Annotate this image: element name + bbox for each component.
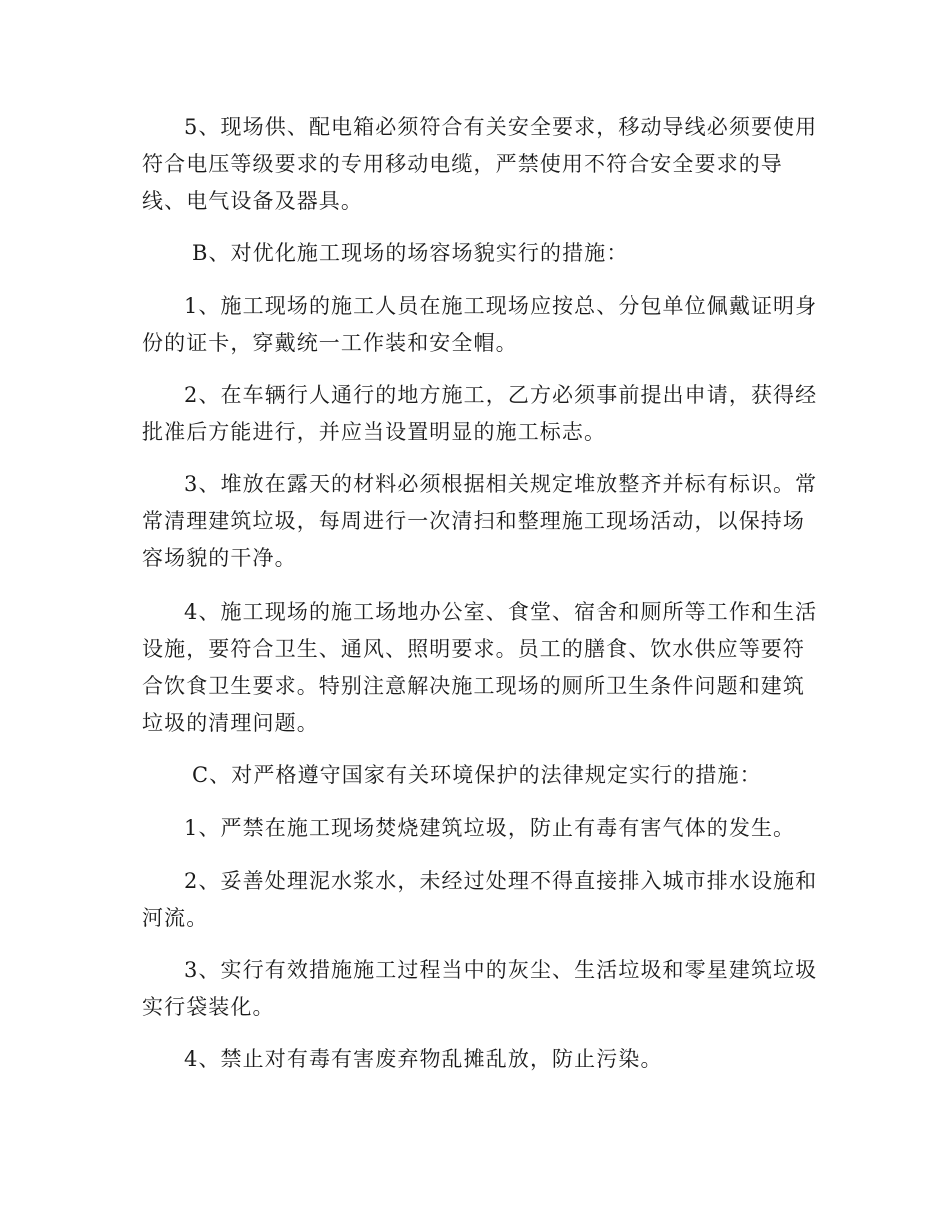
text-line: 实行袋装化。: [142, 995, 275, 1019]
text-line: 2、在车辆行人通行的地方施工，乙方必须事前提出申请，获得经: [184, 383, 818, 407]
text-line: 5、现场供、配电箱必须符合有关安全要求，移动导线必须要使用: [184, 115, 818, 139]
text-line: 4、禁止对有毒有害废弃物乱摊乱放，防止污染。: [184, 1047, 663, 1071]
paragraph-5-power-supply: [142, 109, 818, 220]
paragraph-b2-traffic: [142, 377, 818, 451]
text-line: 2、妥善处理泥水浆水，未经过处理不得直接排入城市排水设施和: [184, 869, 818, 893]
text-line: 1、施工现场的施工人员在施工现场应按总、分包单位佩戴证明身: [184, 294, 818, 318]
text-line: 3、实行有效措施施工过程当中的灰尘、生活垃圾和零星建筑垃圾: [184, 958, 818, 982]
text-line: 设施，要符合卫生、通风、照明要求。员工的膳食、饮水供应等要符: [142, 637, 805, 661]
text-line: 垃圾的清理问题。: [142, 711, 319, 735]
text-line: 4、施工现场的施工场地办公室、食堂、宿舍和厕所等工作和生活: [184, 600, 818, 624]
paragraph-b3-materials: [142, 466, 818, 577]
text-line: 3、堆放在露天的材料必须根据相关规定堆放整齐并标有标识。常: [184, 472, 818, 496]
text-line: 份的证卡，穿戴统一工作装和安全帽。: [142, 331, 518, 355]
text-line: 1、严禁在施工现场焚烧建筑垃圾，防止有毒有害气体的发生。: [184, 816, 796, 840]
section-heading-c: [142, 757, 810, 794]
paragraph-c1-burning: [142, 810, 810, 847]
text-line: 常清理建筑垃圾，每周进行一次清扫和整理施工现场活动，以保持场: [142, 509, 805, 533]
text-line: 容场貌的干净。: [142, 546, 297, 570]
text-line: B、对优化施工现场的场容场貌实行的措施：: [192, 241, 629, 265]
text-line: 合饮食卫生要求。特别注意解决施工现场的厕所卫生条件问题和建筑: [142, 674, 805, 698]
text-line: 批准后方能进行，并应当设置明显的施工标志。: [142, 420, 607, 444]
text-line: C、对严格遵守国家有关环境保护的法律规定实行的措施：: [192, 763, 762, 787]
paragraph-c2-mud-water: [142, 863, 818, 937]
text-line: 符合电压等级要求的专用移动电缆，严禁使用不符合安全要求的导: [142, 152, 783, 176]
section-heading-b: [142, 235, 810, 272]
text-line: 河流。: [142, 906, 209, 930]
paragraph-c4-waste: [142, 1041, 810, 1078]
paragraph-b4-facilities: [142, 594, 818, 742]
paragraph-b1-badges: [142, 288, 818, 362]
paragraph-c3-dust: [142, 952, 818, 1026]
text-line: 线、电气设备及器具。: [142, 189, 363, 213]
